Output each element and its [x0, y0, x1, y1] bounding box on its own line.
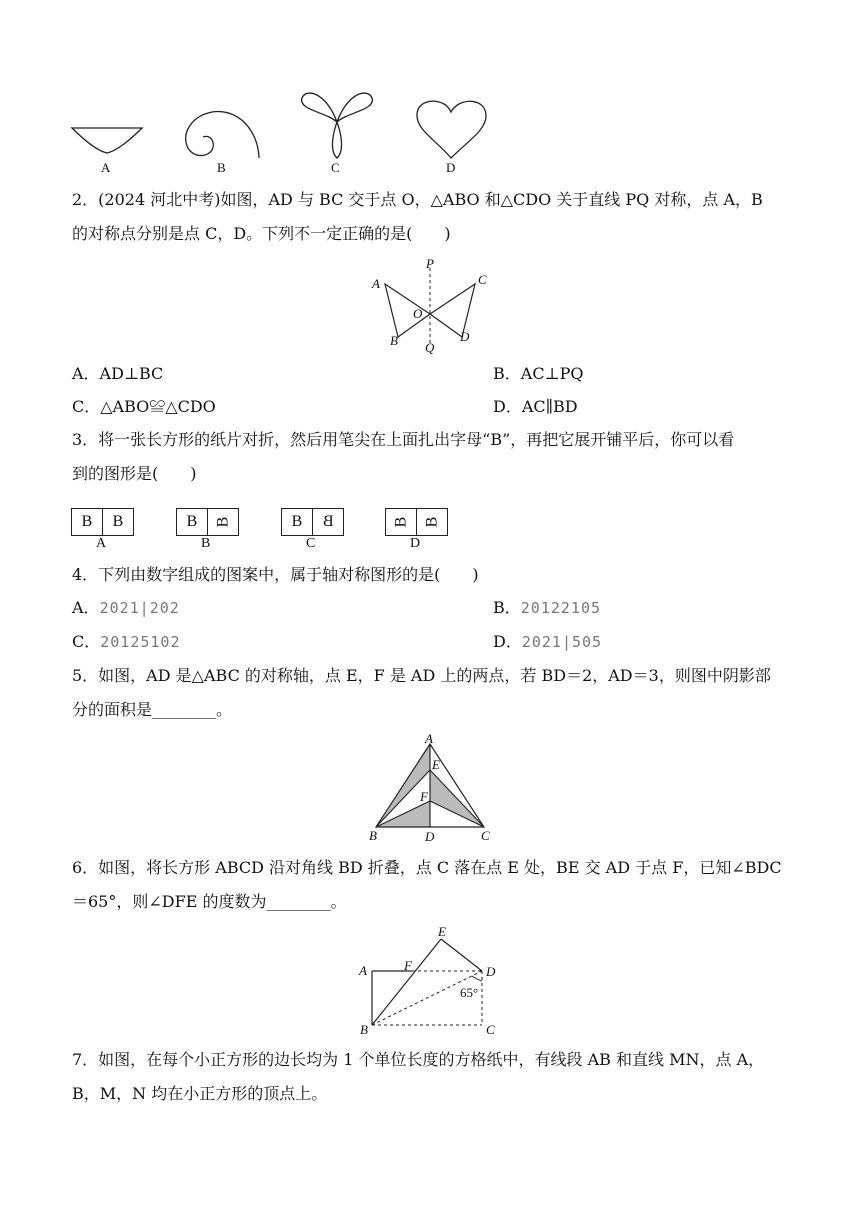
q6-segment-ed — [441, 939, 482, 971]
q3-c-right-letter: B — [322, 513, 334, 530]
q6-label-b: B — [360, 1022, 368, 1037]
q6-text-line2: ＝65°，则∠DFE 的度数为________。 — [72, 892, 347, 911]
q6-angle-arc — [472, 976, 482, 981]
q3-label-c: C — [306, 536, 316, 551]
q3-b-left-letter: B — [186, 513, 198, 530]
q7-text-line1: 7．如图，在每个小正方形的边长均为 1 个单位长度的方格纸中，有线段 AB 和直线 MN，点 A， — [72, 1050, 765, 1069]
q2-label-a: A — [372, 276, 380, 291]
q2-option-b[interactable]: B．AC⊥PQ — [493, 364, 584, 383]
q5-label-e: E — [432, 757, 440, 772]
q2-text-line1: 2．(2024 河北中考)如图，AD 与 BC 交于点 O，△ABO 和△CDO 关于直线 PQ 对称，点 A，B — [72, 190, 763, 209]
q4-option-b-digits: 20122105 — [520, 599, 602, 617]
q6-segment-be — [372, 939, 441, 1025]
q2-option-a[interactable]: A．AD⊥BC — [72, 364, 164, 383]
q6-label-f: F — [404, 958, 412, 973]
q2-label-p: P — [426, 256, 434, 271]
q6-label-d: D — [486, 964, 496, 979]
q1-label-c: C — [331, 160, 340, 175]
q2-label-o: O — [413, 306, 423, 321]
q6-label-e: E — [438, 924, 446, 939]
q2-label-b: B — [390, 333, 398, 348]
q5-label-d: D — [425, 829, 435, 844]
q5-label-b: B — [369, 828, 377, 843]
q4-option-b-prefix: B． — [493, 598, 521, 617]
q3-label-a: A — [96, 536, 107, 551]
q3-d-right-letter: B — [422, 516, 440, 528]
q3-label-d: D — [410, 536, 421, 551]
q1-label-b: B — [217, 160, 226, 175]
q2-option-c[interactable]: C．△ABO≌△CDO — [72, 397, 216, 416]
q1-label-d: D — [446, 160, 456, 175]
q5-label-a: A — [425, 731, 433, 746]
q3-label-b: B — [201, 536, 211, 551]
q3-a-right-letter: B — [102, 509, 133, 535]
q2-label-q: Q — [425, 340, 435, 355]
q4-option-c-prefix: C． — [72, 632, 101, 651]
q5-label-c: C — [481, 828, 490, 843]
q6-text-line1: 6．如图，将长方形 ABCD 沿对角线 BD 折叠，点 C 落在点 E 处，BE 交 AD 于点 F，已知∠BDC — [72, 858, 782, 877]
q5-label-f: F — [420, 789, 428, 804]
q2-label-d: D — [460, 329, 470, 344]
q1-label-a: A — [101, 160, 111, 175]
q4-option-c-digits: 20125102 — [100, 633, 181, 651]
q2-option-d[interactable]: D．AC∥BD — [493, 397, 578, 416]
q4-option-a-prefix: A． — [72, 598, 100, 617]
q2-label-c: C — [478, 272, 487, 287]
q3-d-left-letter: B — [391, 516, 409, 528]
q3-b-right-letter: B — [213, 516, 231, 528]
q5-text-line1: 5．如图，AD 是△ABC 的对称轴，点 E，F 是 AD 上的两点，若 BD＝2，AD＝3，则图中阴影部 — [72, 666, 771, 685]
q6-label-angle: 65° — [460, 985, 479, 1000]
q3-text-line1: 3．将一张长方形的纸片对折，然后用笔尖在上面扎出字母“B”，再把它展开铺平后，你可以看 — [72, 430, 735, 449]
q7-text-line2: B，M，N 均在小正方形的顶点上。 — [72, 1084, 328, 1103]
q3-c-left-letter: B — [291, 513, 303, 530]
q4-text-line1: 4．下列由数字组成的图案中，属于轴对称图形的是( ) — [72, 565, 479, 584]
q4-option-d-prefix: D． — [493, 632, 522, 651]
q4-option-d-digits: 2021|505 — [521, 633, 603, 651]
q2-text-line2: 的对称点分别是点 C，D。下列不一定正确的是( ) — [72, 224, 451, 243]
q6-label-a: A — [359, 963, 367, 978]
q3-text-line2: 到的图形是( ) — [72, 464, 197, 483]
q4-option-a-digits: 2021|202 — [99, 599, 180, 617]
q5-text-line2: 分的面积是________。 — [72, 700, 233, 719]
q6-label-c: C — [486, 1022, 495, 1037]
q3-a-left-letter: B — [81, 513, 93, 530]
